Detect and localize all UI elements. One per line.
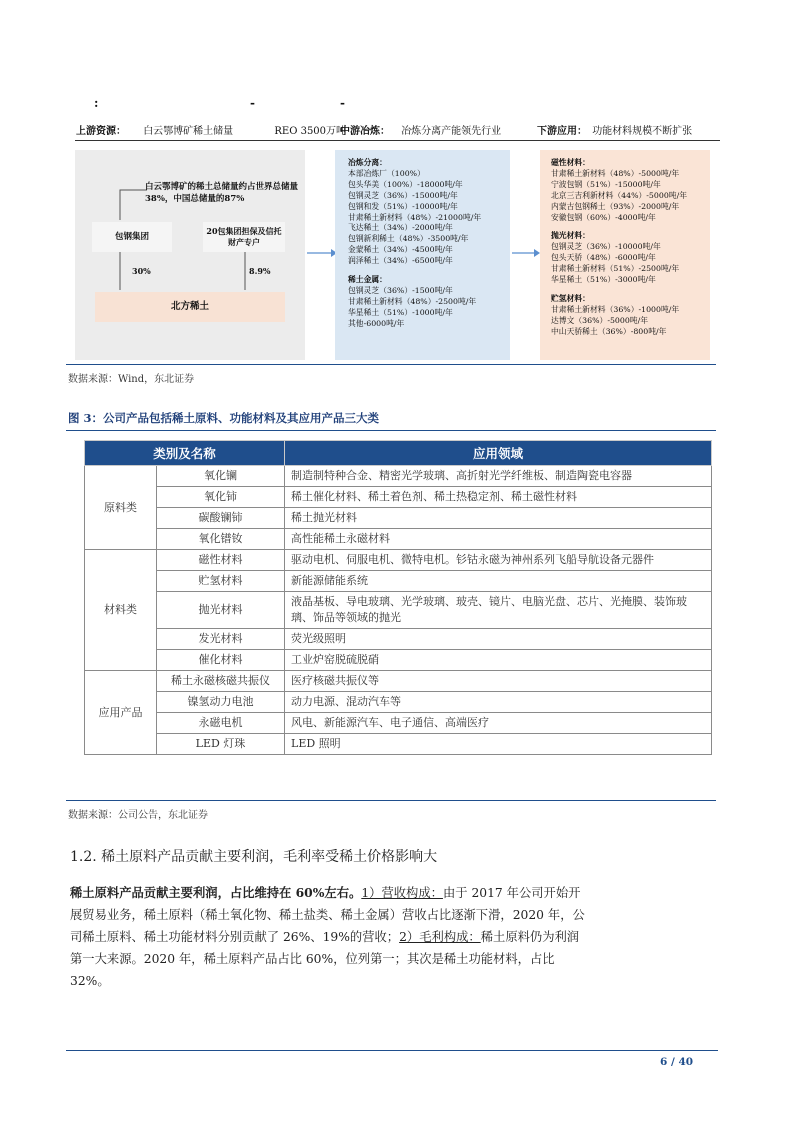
table-row	[85, 487, 712, 508]
product-name: 氧化铈	[157, 487, 285, 508]
storage-title: 贮氢材料：	[551, 293, 590, 303]
list-item: 本部冶炼厂（100%）	[348, 168, 425, 178]
product-app: 液晶基板、导电玻璃、光学玻璃、玻壳、镜片、电脑光盘、芯片、光掩膜、装饰玻璃、饰品等领域的抛光	[285, 592, 712, 629]
paragraph-label-1: 1）营收构成：	[361, 886, 443, 900]
source-note-2: 数据来源：公司公告，东北证券	[68, 810, 208, 821]
list-item: 包钢灵芝（36%）-15000吨/年	[348, 190, 458, 200]
list-item: 包钢和发（51%）-10000吨/年	[348, 201, 458, 211]
footer-rule	[66, 1050, 718, 1051]
table-row	[85, 466, 712, 487]
top-fragment-3: -	[340, 96, 345, 110]
product-app: 驱动电机、伺服电机、微特电机。钐钴永磁为神州系列飞船导航设备元器件	[285, 550, 712, 571]
upstream-header	[76, 122, 346, 137]
product-table	[84, 440, 712, 755]
product-app: 新能源储能系统	[285, 571, 712, 592]
product-app: 稀土抛光材料	[285, 508, 712, 529]
table-row	[85, 692, 712, 713]
table-row	[85, 508, 712, 529]
source-note-1: 数据来源：Wind，东北证券	[68, 374, 195, 385]
list-item: 内蒙古包钢稀土（93%）-2000吨/年	[551, 201, 680, 211]
list-item: 包头天骄（48%）-6000吨/年	[551, 253, 656, 263]
list-item: 华星稀土（51%）-3000吨/年	[551, 275, 656, 285]
list-item: 华星稀土（51%）-1000吨/年	[348, 307, 453, 317]
table-row	[85, 629, 712, 650]
product-app: 工业炉窑脱硫脱硝	[285, 650, 712, 671]
product-name: 磁性材料	[157, 550, 285, 571]
product-name: LED 灯珠	[157, 734, 285, 755]
list-item: 飞达稀土（34%）-2000吨/年	[348, 223, 453, 233]
midstream-text: 冶炼分离产能领先行业	[401, 126, 502, 137]
table-row	[85, 650, 712, 671]
body-paragraph	[70, 882, 585, 992]
table-row	[85, 734, 712, 755]
paragraph-text-1: 由于 2017 年公司开始开展贸易业务，稀土原料（稀土氧化物、稀土盐类、稀土金属）营收占比逐渐下滑，2020 年，公司稀土原料、稀土功能材料分别贡献了 26%、19%的营收；	[70, 886, 585, 944]
product-app: 制造制特种合金、精密光学玻璃、高折射光学纤维板、制造陶瓷电容器	[285, 466, 712, 487]
product-app: 动力电源、混动汽车等	[285, 692, 712, 713]
list-item: 润泽稀土（34%）-6500吨/年	[348, 256, 453, 266]
category-cell: 应用产品	[85, 671, 157, 755]
table-bottom-rule	[66, 800, 716, 801]
list-item: 甘肃稀土新材料（48%）-5000吨/年	[551, 168, 680, 178]
midstream-label: 中游冶炼：	[340, 126, 390, 137]
list-item: 安徽包钢（60%）-4000吨/年	[551, 212, 656, 222]
product-name: 贮氢材料	[157, 571, 285, 592]
figure-3-rule	[66, 430, 716, 431]
paragraph-label-2: 2）毛利构成：	[399, 930, 481, 944]
product-name: 发光材料	[157, 629, 285, 650]
smelting-title: 冶炼分离：	[348, 158, 387, 167]
table-row	[85, 571, 712, 592]
downstream-label: 下游应用：	[537, 126, 587, 137]
materials-list	[551, 158, 687, 338]
list-item: 包钢灵芝（36%）-1500吨/年	[348, 285, 453, 295]
list-item: 达博文（36%）-5000吨/年	[551, 315, 649, 325]
figure-bottom-rule	[66, 364, 716, 365]
top-fragment-1: :	[94, 96, 99, 110]
product-name: 氧化镨钕	[157, 529, 285, 550]
list-item: 中山天骄稀土（36%）-800吨/年	[551, 326, 667, 336]
product-app: LED 照明	[285, 734, 712, 755]
product-app: 高性能稀土永磁材料	[285, 529, 712, 550]
list-item: 甘肃稀土新材料（48%）-21000吨/年	[348, 212, 482, 222]
category-cell: 材料类	[85, 550, 157, 671]
midstream-header	[340, 122, 501, 137]
product-name: 永磁电机	[157, 713, 285, 734]
upstream-text: 白云鄂博矿稀土储量	[143, 126, 234, 137]
list-item: 包钢灵芝（36%）-10000吨/年	[551, 242, 661, 252]
list-item: 其他-6000吨/年	[348, 318, 405, 328]
list-item: 甘肃稀土新材料（48%）-2500吨/年	[348, 296, 477, 306]
list-item: 甘肃稀土新材料（36%）-1000吨/年	[551, 304, 680, 314]
downstream-text: 功能材料规模不断扩张	[592, 126, 693, 137]
table-row	[85, 671, 712, 692]
figure-3-title: 图 3：公司产品包括稀土原料、功能材料及其应用产品三大类	[68, 411, 380, 425]
header-category: 类别及名称	[85, 441, 285, 466]
northern-rare-earth-box: 北方稀土	[95, 292, 285, 322]
product-name: 氧化镧	[157, 466, 285, 487]
list-item: 宁波包钢（51%）-15000吨/年	[551, 179, 661, 189]
page-number: 6 / 40	[660, 1056, 694, 1068]
list-item: 包钢新利稀土（48%）-3500吨/年	[348, 234, 469, 244]
metal-title: 稀土金属：	[348, 275, 387, 285]
paragraph-lead: 稀土原料产品贡献主要利润，占比维持在 60%左右。	[70, 885, 362, 900]
smelting-list	[348, 158, 481, 330]
product-name: 碳酸镧铈	[157, 508, 285, 529]
list-item: 金蒙稀土（34%）-4500吨/年	[348, 245, 453, 255]
top-fragment-2: -	[250, 96, 255, 110]
table-row	[85, 550, 712, 571]
product-app: 稀土催化材料、稀土着色剂、稀土热稳定剂、稀土磁性材料	[285, 487, 712, 508]
downstream-header	[537, 122, 692, 137]
product-name: 稀土永磁核磁共振仪	[157, 671, 285, 692]
baogang-box: 包钢集团	[92, 222, 172, 252]
list-item: 包头华美（100%）-18000吨/年	[348, 179, 463, 189]
category-cell: 原料类	[85, 466, 157, 550]
product-name: 抛光材料	[157, 592, 285, 629]
product-app: 医疗核磁共振仪等	[285, 671, 712, 692]
upstream-label: 上游资源：	[76, 126, 126, 137]
product-name: 催化材料	[157, 650, 285, 671]
magnetic-title: 磁性材料：	[551, 158, 590, 167]
header-application: 应用领域	[285, 441, 712, 466]
product-app: 风电、新能源汽车、电子通信、高端医疗	[285, 713, 712, 734]
product-app: 荧光级照明	[285, 629, 712, 650]
table-row	[85, 592, 712, 629]
header-divider	[75, 140, 720, 141]
pct-right: 8.9%	[249, 266, 271, 276]
section-heading: 1.2. 稀土原料产品贡献主要利润，毛利率受稀土价格影响大	[70, 849, 438, 865]
pct-left: 30%	[132, 266, 151, 276]
polish-title: 抛光材料：	[551, 231, 590, 241]
product-name: 镍氢动力电池	[157, 692, 285, 713]
upstream-value: REO 3500万吨	[274, 126, 347, 137]
reserve-note: 白云鄂博矿的稀土总储量约占世界总储量38%，中国总储量的87%	[145, 182, 299, 204]
table-row	[85, 713, 712, 734]
table-row	[85, 529, 712, 550]
list-item: 北京三吉利新材料（44%）-5000吨/年	[551, 190, 687, 200]
list-item: 甘肃稀土新材料（51%）-2500吨/年	[551, 264, 680, 274]
paragraph-text-2: 稀土原料仍为利润第一大来源。2020 年，稀土原料产品占比 60%，位列第一；其次是稀土功能材料，占比 32%。	[70, 930, 580, 988]
mine-rights-box: 20包集团担保及信托财产专户	[203, 222, 285, 252]
